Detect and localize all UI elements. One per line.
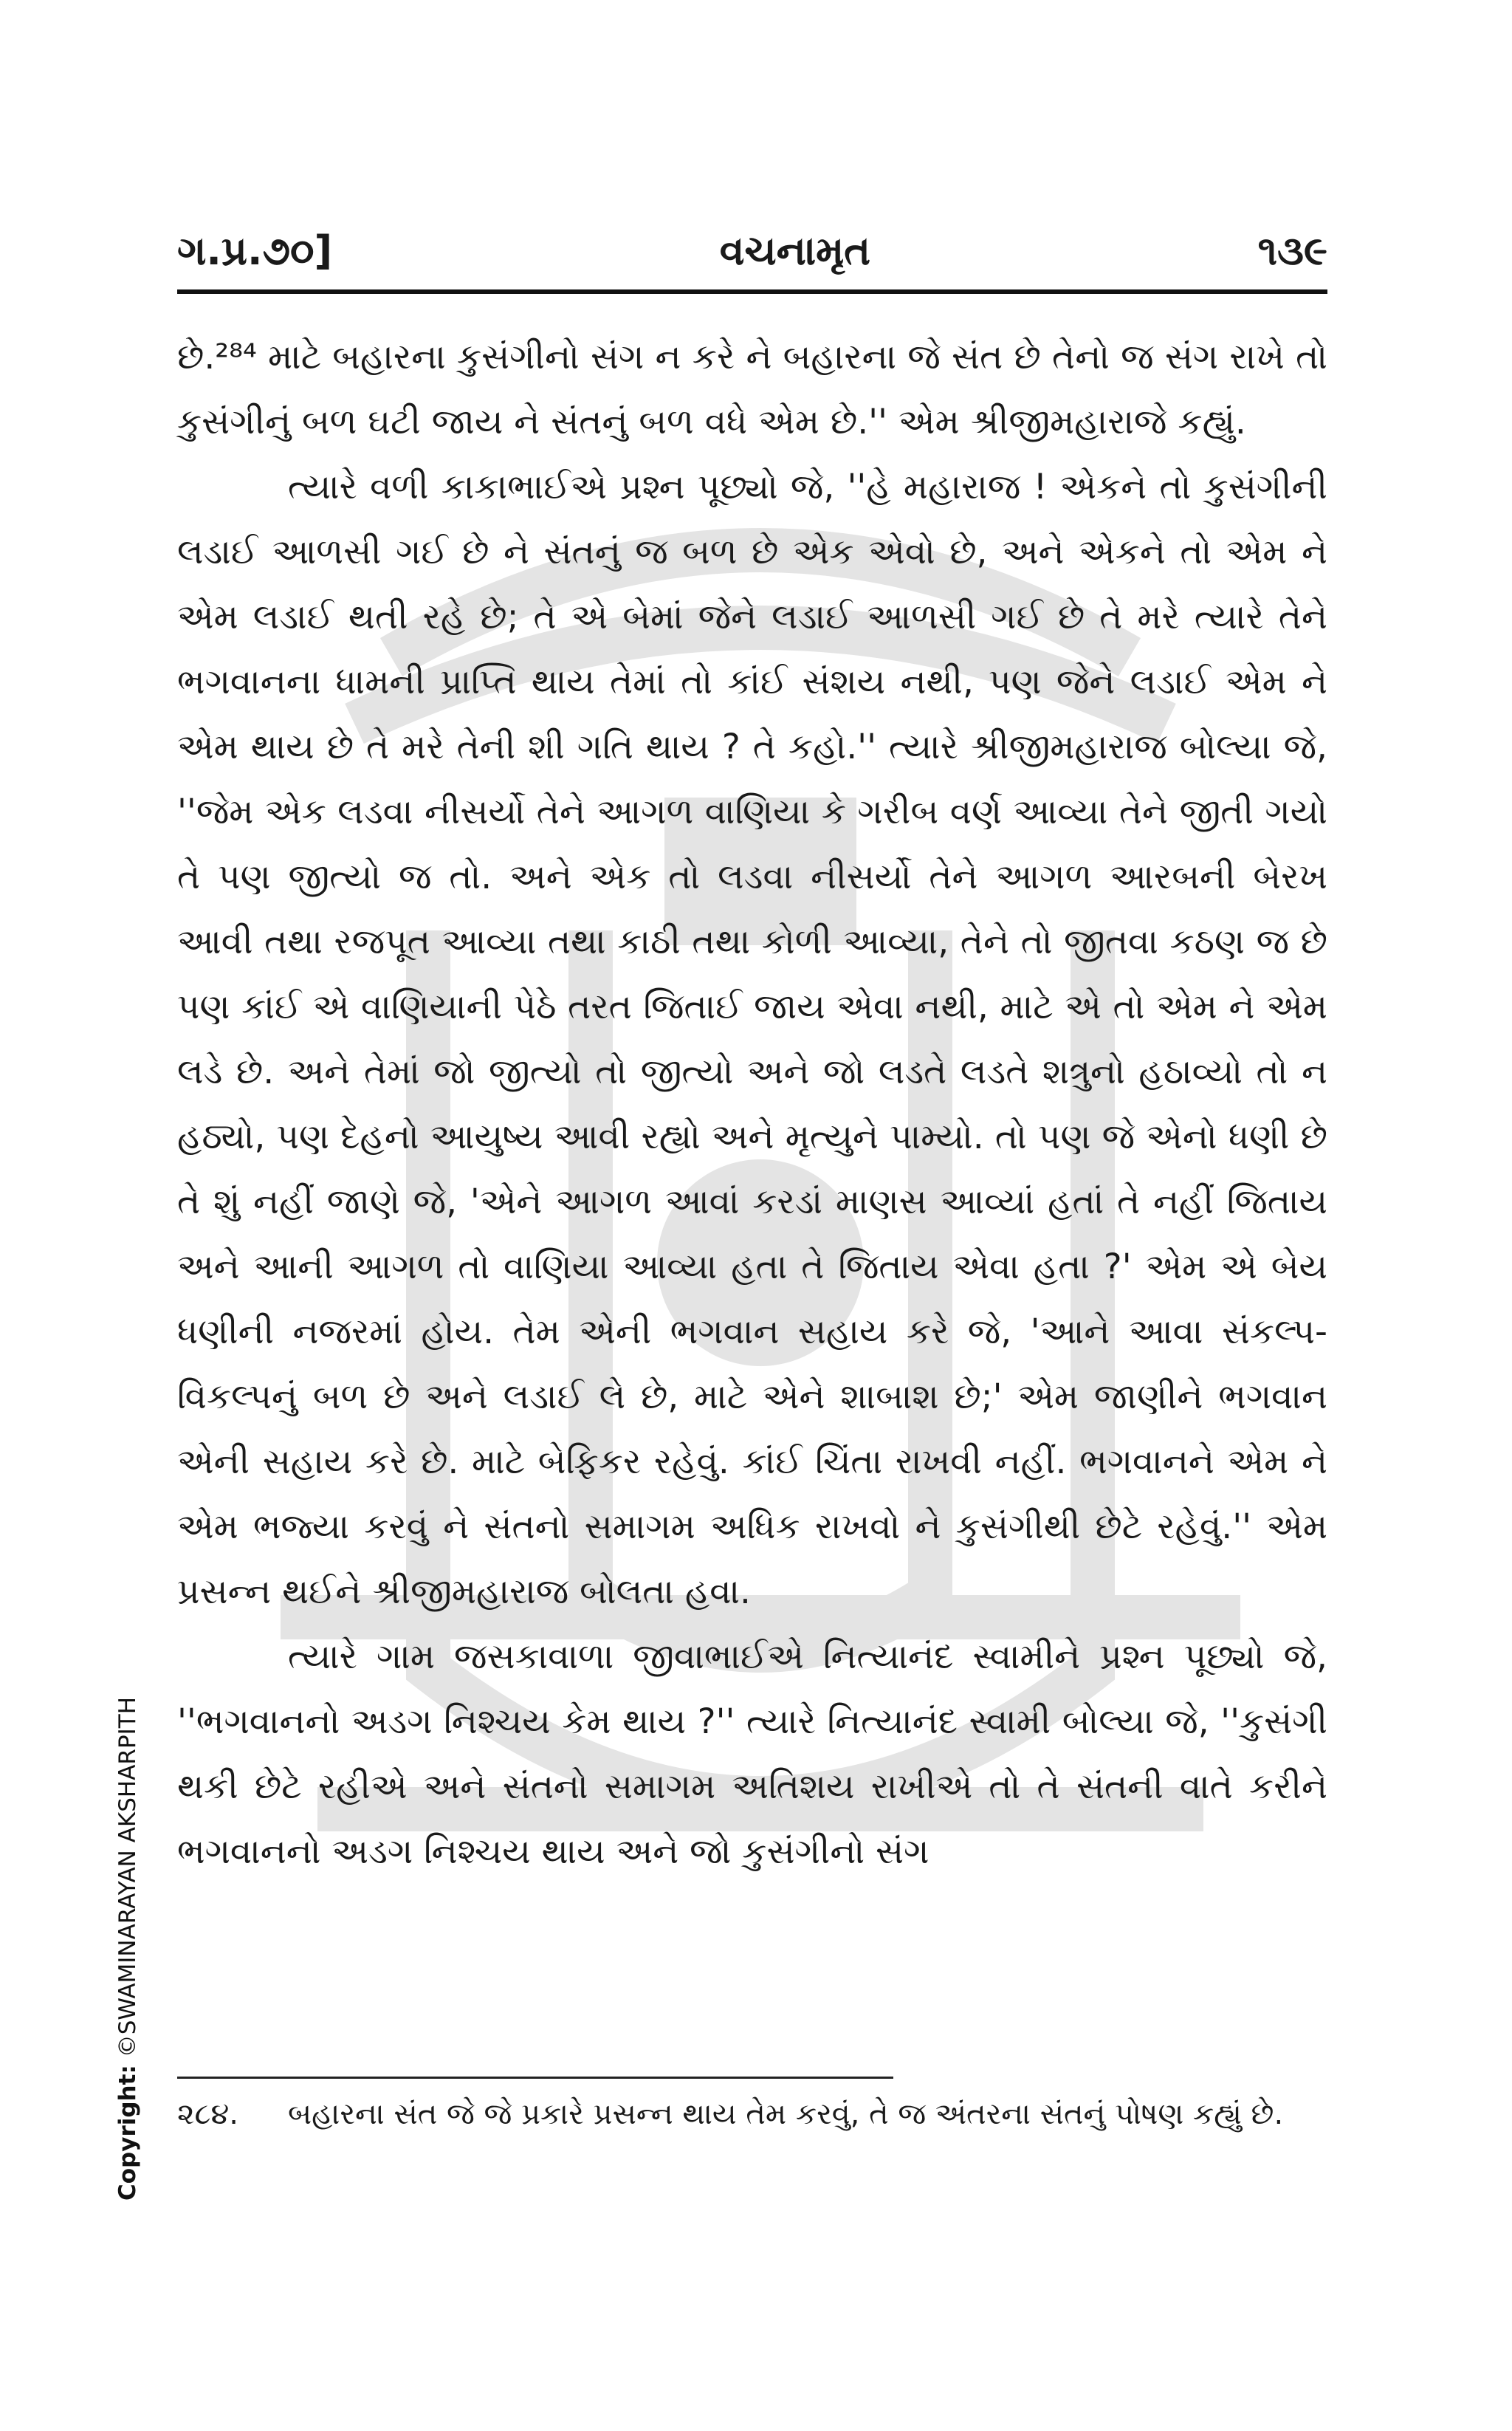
copyright-holder: ©SWAMINARAYAN AKSHARPITH: [114, 1696, 141, 2058]
footnote-text: બહારના સંત જે જે પ્રકારે પ્રસન્ન થાય તેમ કરવું, તે જ અંતરના સંતનું પોષણ કહ્યું છે.: [288, 2097, 1284, 2131]
running-header: [177, 218, 1327, 284]
footnote-divider: [177, 2077, 893, 2079]
header-page-number: ૧૩૯: [1257, 227, 1327, 274]
paragraph: ત્યારે ગામ જસકાવાળા જીવાભાઈએ નિત્યાનંદ સ્વામીને પ્રશ્ન પૂછ્યો જે, ''ભગવાનનો અડગ નિશ્ચય કેમ થાય ?'' ત્યારે નિત્યાનંદ સ્વામી બોલ્યા જે, ''કુસંગી થકી છેટે રહીએ અને સંતનો સમાગમ અતિશય રાખીએ તો તે સંતની વાતે કરીને ભગવાનનો અડગ નિશ્ચય થાય અને જો કુસંગીનો સંગ: [177, 1636, 1327, 1872]
copyright-label: Copyright:: [114, 2065, 141, 2201]
header-divider: [177, 289, 1327, 294]
header-book-title: વચનામૃત: [719, 227, 871, 274]
main-text: [177, 325, 1327, 1885]
paragraph: છે.²⁸⁴ માટે બહારના કુસંગીનો સંગ ન કરે ને બહારના જે સંત છે તેનો જ સંગ રાખે તો કુસંગીનું બળ ઘટી જાય ને સંતનું બળ વધે એમ છે.'' એમ શ્રીજીમહારાજે કહ્યું.: [177, 337, 1327, 442]
footnote: [177, 2090, 1327, 2139]
footnote-number: ૨૮૪.: [177, 2097, 238, 2131]
paragraph: ત્યારે વળી કાકાભાઈએ પ્રશ્ન પૂછ્યો જે, ''હે મહારાજ ! એકને તો કુસંગીની લડાઈ આળસી ગઈ છે ને સંતનું જ બળ છે એક એવો છે, અને એકને તો એમ ને એમ લડાઈ થતી રહે છે; તે એ બેમાં જેને લડાઈ આળસી ગઈ છે તે મરે ત્યારે તેને ભગવાનના ધામની પ્રાપ્તિ થાય તેમાં તો કાંઈ સંશય નથી, પણ જેને લડાઈ એમ ને એમ થાય છે તે મરે તેની શી ગતિ થાય ? તે કહો.'' ત્યારે શ્રીજીમહારાજ બોલ્યા જે, ''જેમ એક લડવા નીસર્યો તેને આગળ વાણિયા કે ગરીબ વર્ણ આવ્યા તેને જીતી ગયો તે પણ જીત્યો જ તો. અને એક તો લડવા નીસર્યો તેને આગળ આરબની બેરખ આવી તથા રજપૂત આવ્યા તથા કાઠી તથા કોળી આવ્યા, તેને તો જીતવા કઠણ જ છે પણ કાંઈ એ વાણિયાની પેઠે તરત જિતાઈ જાય એવા નથી, માટે એ તો એમ ને એમ લડે છે. અને તેમાં જો જીત્યો તો જીત્યો અને જો લડતે લડતે શત્રુનો હઠાવ્યો તો ન હઠ્યો, પણ દેહનો આયુષ્ય આવી રહ્યો અને મૃત્યુને પામ્યો. તો પણ જે એનો ધણી છે તે શું નહીં જાણે જે, 'એને આગળ આવાં કરડાં માણસ આવ્યાં હતાં તે નહીં જિતાય અને આની આગળ તો વાણિયા આવ્યા હતા તે જિતાય એવા હતા ?' એમ એ બેય ધણીની નજરમાં હોય. તેમ એની ભગવાન સહાય કરે જે, 'આને આવા સંકલ્પ-વિકલ્પનું બળ છે અને લડાઈ લે છે, માટે એને શાબાશ છે;' એમ જાણીને ભગવાન એની સહાય કરે છે. માટે બેફિકર રહેવું. કાંઈ ચિંતા રાખવી નહીં. ભગવાનને એમ ને એમ ભજ્યા કરવું ને સંતનો સમાગમ અધિક રાખવો ને કુસંગીથી છેટે રહેવું.'' એમ પ્રસન્ન થઈને શ્રીજીમહારાજ બોલતા હવા.: [177, 467, 1327, 1612]
copyright-notice: [114, 1697, 141, 2201]
header-section-ref: ગ.પ્ર.૭૦]: [177, 227, 333, 274]
